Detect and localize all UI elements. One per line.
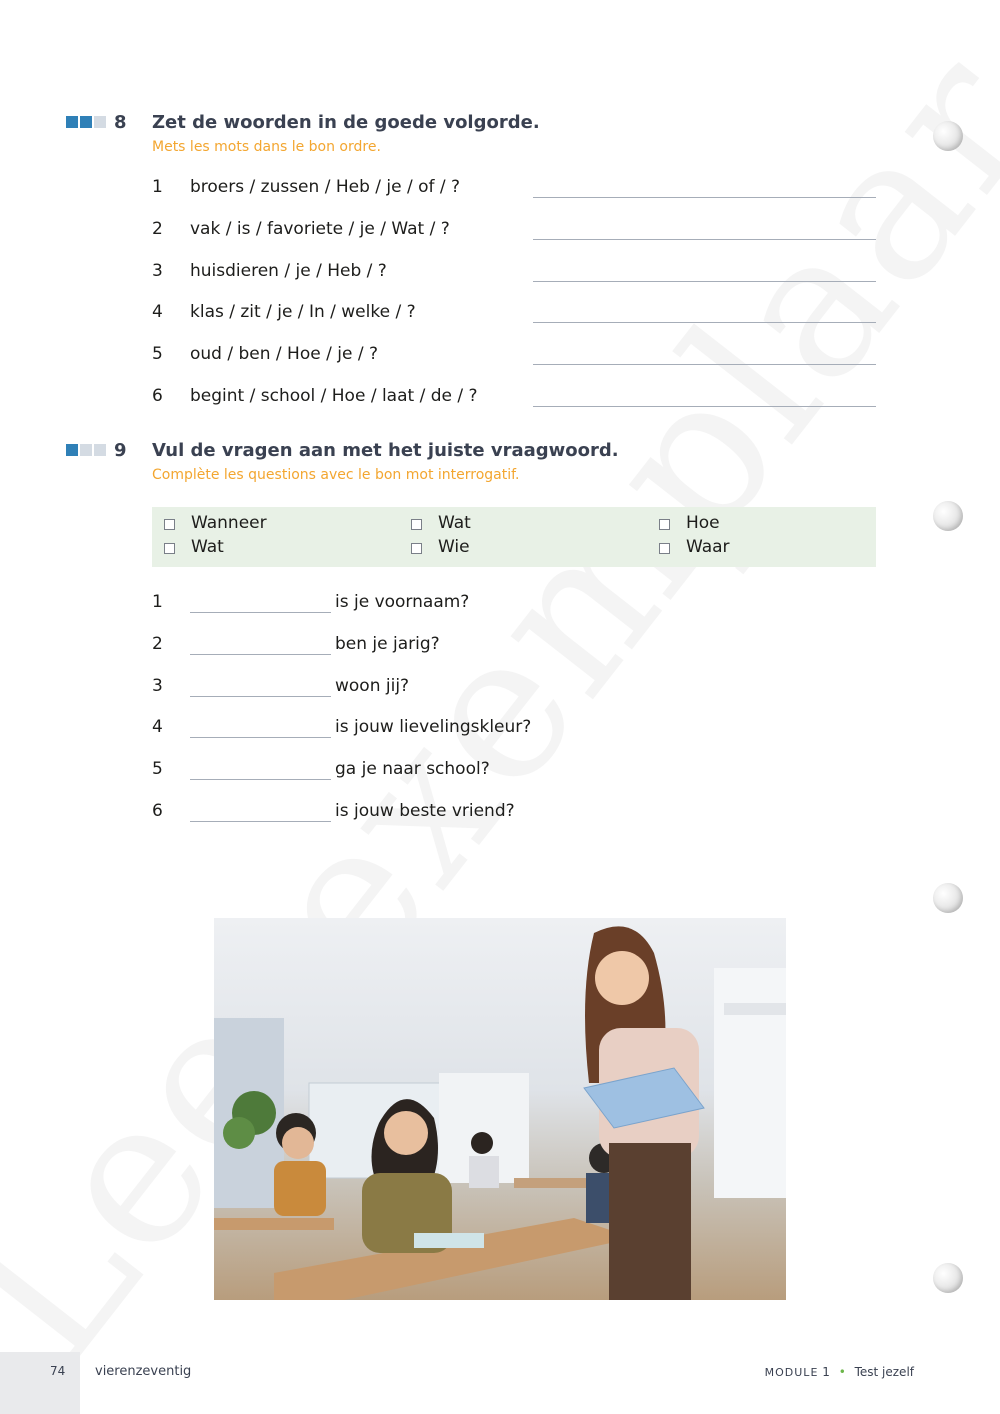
item-number: 3 (152, 261, 163, 281)
option-label: Wie (438, 537, 470, 557)
item-words: broers / zussen / Heb / je / of / ? (190, 177, 461, 197)
classroom-photo (214, 918, 786, 1300)
item-text: woon jij? (335, 676, 410, 696)
exercise-9-item (0, 801, 1000, 829)
exercise-8-item (0, 261, 1000, 289)
answer-blank[interactable] (190, 612, 331, 613)
difficulty-indicator (66, 116, 106, 128)
item-number: 1 (152, 592, 163, 612)
exercise-8-item (0, 302, 1000, 330)
checkbox-icon[interactable] (659, 519, 670, 530)
exercise-number: 8 (114, 112, 127, 133)
page-number-word: vierenzeventig (95, 1364, 192, 1379)
item-number: 4 (152, 717, 163, 737)
item-number: 2 (152, 219, 163, 239)
answer-line[interactable] (533, 281, 876, 282)
checkbox-icon[interactable] (411, 543, 422, 554)
exercise-subtitle: Complète les questions avec le bon mot interrogatif. (152, 467, 520, 483)
section-title: Test jezelf (854, 1365, 914, 1379)
exercise-subtitle: Mets les mots dans le bon ordre. (152, 139, 381, 155)
item-words: huisdieren / je / Heb / ? (190, 261, 387, 281)
exercise-number: 9 (114, 440, 127, 461)
answer-blank[interactable] (190, 779, 331, 780)
exercise-8-item (0, 386, 1000, 414)
exercise-title: Vul de vragen aan met het juiste vraagwoord. (152, 440, 619, 461)
item-words: begint / school / Hoe / laat / de / ? (190, 386, 478, 406)
exercise-title: Zet de woorden in de goede volgorde. (152, 112, 540, 133)
punch-hole (933, 121, 963, 151)
answer-line[interactable] (533, 197, 876, 198)
item-number: 6 (152, 801, 163, 821)
option-label: Waar (686, 537, 730, 557)
module-label: MODULE (764, 1366, 819, 1379)
option-label: Hoe (686, 513, 720, 533)
answer-blank[interactable] (190, 737, 331, 738)
item-text: is je voornaam? (335, 592, 470, 612)
answer-line[interactable] (533, 322, 876, 323)
footer-section (765, 1365, 914, 1379)
page-number: 74 (50, 1364, 66, 1378)
answer-line[interactable] (533, 406, 876, 407)
item-text: ga je naar school? (335, 759, 490, 779)
answer-line[interactable] (533, 239, 876, 240)
module-number: 1 (822, 1365, 830, 1379)
answer-blank[interactable] (190, 821, 331, 822)
item-number: 1 (152, 177, 163, 197)
exercise-8-item (0, 219, 1000, 247)
exercise-8-item (0, 177, 1000, 205)
checkbox-icon[interactable] (164, 519, 175, 530)
exercise-9-item (0, 717, 1000, 745)
word-options-box (152, 507, 876, 567)
item-words: vak / is / favoriete / je / Wat / ? (190, 219, 450, 239)
answer-line[interactable] (533, 364, 876, 365)
exercise-8-item (0, 344, 1000, 372)
difficulty-indicator (66, 444, 106, 456)
checkbox-icon[interactable] (411, 519, 422, 530)
exercise-9-item (0, 592, 1000, 620)
item-words: klas / zit / je / In / welke / ? (190, 302, 416, 322)
exercise-9-item (0, 759, 1000, 787)
item-number: 3 (152, 676, 163, 696)
exercise-9-item (0, 676, 1000, 704)
item-number: 5 (152, 344, 163, 364)
item-number: 6 (152, 386, 163, 406)
separator-dot-icon: • (838, 1365, 846, 1379)
option-label: Wat (191, 537, 224, 557)
item-text: ben je jarig? (335, 634, 440, 654)
option-label: Wat (438, 513, 471, 533)
item-number: 4 (152, 302, 163, 322)
answer-blank[interactable] (190, 696, 331, 697)
item-number: 5 (152, 759, 163, 779)
checkbox-icon[interactable] (164, 543, 175, 554)
punch-hole (933, 501, 963, 531)
punch-hole (933, 1263, 963, 1293)
classroom-illustration (214, 918, 786, 1300)
page-tab (0, 1352, 80, 1414)
exercise-9-item (0, 634, 1000, 662)
item-text: is jouw beste vriend? (335, 801, 515, 821)
item-number: 2 (152, 634, 163, 654)
item-words: oud / ben / Hoe / je / ? (190, 344, 378, 364)
checkbox-icon[interactable] (659, 543, 670, 554)
answer-blank[interactable] (190, 654, 331, 655)
option-label: Wanneer (191, 513, 267, 533)
punch-hole (933, 883, 963, 913)
item-text: is jouw lievelingskleur? (335, 717, 532, 737)
